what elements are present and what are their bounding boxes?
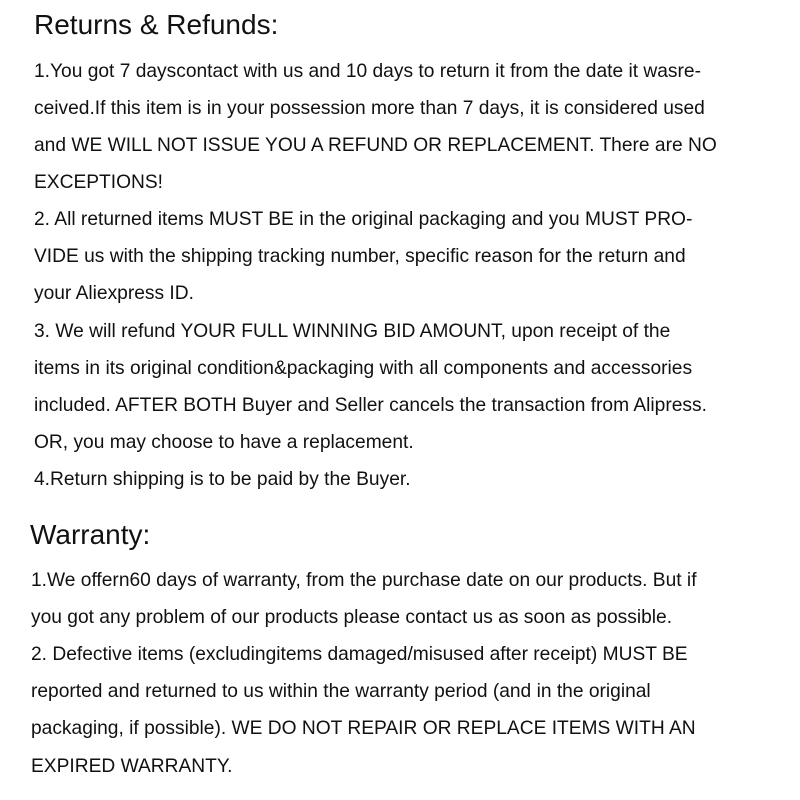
returns-line-3: and WE WILL NOT ISSUE YOU A REFUND OR REPLACEMENT. There are NO — [34, 135, 717, 156]
warranty-line-1: 1.We offern60 days of warranty, from the purchase date on our products. But if — [31, 570, 697, 591]
returns-line-8: 3. We will refund YOUR FULL WINNING BID AMOUNT, upon receipt of the — [34, 321, 671, 342]
returns-line-11: OR, you may choose to have a replacement. — [34, 432, 414, 453]
returns-line-6: VIDE us with the shipping tracking number, specific reason for the return and — [34, 246, 686, 267]
warranty-line-5: packaging, if possible). WE DO NOT REPAIR OR REPLACE ITEMS WITH AN — [31, 718, 696, 739]
returns-line-7: your Aliexpress ID. — [34, 283, 194, 304]
warranty-line-6: EXPIRED WARRANTY. — [31, 756, 233, 777]
returns-line-10: included. AFTER BOTH Buyer and Seller cancels the transaction from Alipress. — [34, 395, 707, 416]
returns-line-5: 2. All returned items MUST BE in the original packaging and you MUST PRO- — [34, 209, 693, 230]
warranty-line-3: 2. Defective items (excludingitems damaged/misused after receipt) MUST BE — [31, 644, 688, 665]
returns-line-1: 1.You got 7 dayscontact with us and 10 days to return it from the date it wasre- — [34, 61, 701, 82]
returns-line-4: EXCEPTIONS! — [34, 172, 164, 193]
returns-line-9: items in its original condition&packaging with all components and accessories — [34, 358, 693, 379]
warranty-heading: Warranty: — [30, 519, 151, 550]
warranty-line-4: reported and returned to us within the warranty period (and in the original — [31, 681, 651, 702]
warranty-line-2: you got any problem of our products please contact us as soon as possible. — [31, 607, 673, 628]
returns-line-2: ceived.If this item is in your possession more than 7 days, it is considered used — [34, 98, 705, 119]
returns-refunds-heading: Returns & Refunds: — [34, 9, 279, 40]
returns-line-12: 4.Return shipping is to be paid by the Buyer. — [34, 469, 411, 490]
